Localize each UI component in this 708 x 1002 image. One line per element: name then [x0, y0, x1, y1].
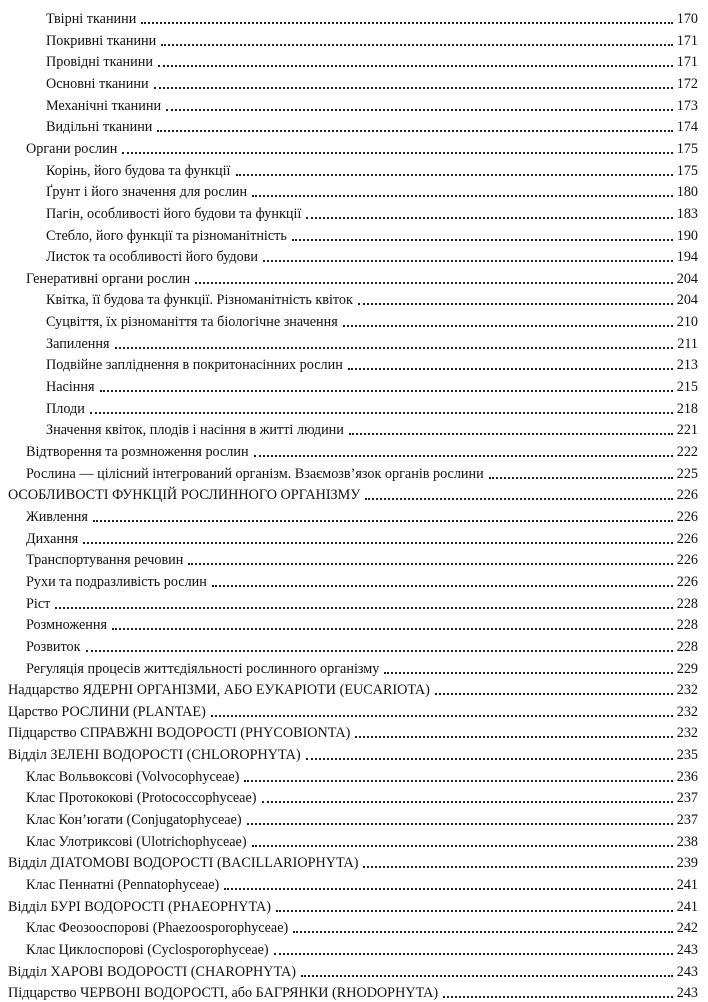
toc-entry-title: Відділ ДІАТОМОВІ ВОДОРОСТІ (BACILLARIOPHYTA) — [8, 855, 359, 872]
toc-entry — [26, 461, 698, 483]
toc-entry-title: Клас Феозооспорові (Phaezoosporophyceae) — [26, 920, 289, 937]
toc-entry-page: 183 — [676, 205, 698, 222]
dot-leader — [301, 975, 673, 977]
dot-leader — [115, 347, 674, 349]
toc-entry-title: Клас Улотриксові (Ulotrichophyceae) — [26, 833, 247, 850]
toc-entry-page: 222 — [676, 444, 698, 460]
toc-entry-page: 175 — [676, 162, 698, 179]
toc-entry — [46, 287, 698, 309]
dot-leader — [154, 87, 673, 89]
toc-entry — [8, 482, 698, 504]
toc-entry-title: Підцарство ЧЕРВОНІ ВОДОРОСТІ, або БАГРЯНКИ (RHODOPHYTA) — [8, 985, 439, 1002]
toc-entry — [26, 872, 698, 894]
toc-entry-title: Насіння — [46, 379, 95, 396]
toc-entry-page: 175 — [676, 140, 698, 157]
toc-entry — [46, 158, 698, 180]
dot-leader — [224, 888, 672, 890]
toc-entry — [26, 915, 698, 937]
toc-entry-title: Ріст — [26, 595, 51, 612]
dot-leader — [252, 195, 673, 197]
toc-entry-title: Суцвіття, їх різноманіття та біологічне значення — [46, 314, 338, 331]
toc-entry — [46, 244, 698, 266]
toc-entry-title: Відділ БУРІ ВОДОРОСТІ (PHAEOPHYTA) — [8, 898, 271, 915]
toc-entry — [26, 439, 698, 461]
toc-entry-title: Твірні тканини — [46, 11, 137, 27]
toc-entry — [26, 937, 698, 959]
dot-leader — [276, 910, 673, 912]
toc-entry — [26, 807, 698, 829]
toc-entry — [46, 71, 698, 93]
toc-entry-title: Клас Пеннатні (Pennatophyceae) — [26, 877, 220, 893]
toc-entry-page: 180 — [676, 184, 698, 201]
toc-entry-title: Царство РОСЛИНИ (PLANTAE) — [8, 703, 206, 720]
dot-leader — [112, 628, 673, 630]
toc-entry-page: 215 — [676, 379, 698, 396]
dot-leader — [244, 780, 672, 782]
toc-entry-title: Видільні тканини — [46, 119, 153, 136]
toc-entry-page: 237 — [676, 812, 698, 829]
toc-entry-page: 213 — [676, 357, 698, 374]
dot-leader — [188, 563, 672, 565]
toc-entry-page: 226 — [676, 573, 698, 590]
toc-entry — [46, 49, 698, 71]
toc-entry-title: Значення квіток, плодів і насіння в житті людини — [46, 422, 344, 439]
dot-leader — [343, 325, 673, 327]
dot-leader — [158, 65, 673, 67]
toc-entry — [8, 850, 698, 872]
dot-leader — [254, 455, 673, 457]
toc-entry-title: Клас Циклоспорові (Cyclosporophyceae) — [26, 941, 269, 958]
toc-entry-page: 211 — [677, 335, 698, 352]
toc-entry-title: Провідні тканини — [46, 54, 153, 71]
dot-leader — [86, 650, 673, 652]
toc-entry-page: 226 — [676, 487, 698, 504]
toc-entry — [26, 785, 698, 807]
dot-leader — [211, 715, 673, 717]
toc-entry-page: 242 — [676, 920, 698, 937]
toc-entry — [8, 677, 698, 699]
toc-entry-page: 194 — [676, 249, 698, 266]
dot-leader — [293, 931, 673, 933]
toc-entry-page: 243 — [676, 941, 698, 958]
dot-leader — [83, 542, 673, 544]
toc-entry-page: 226 — [676, 530, 698, 547]
toc-entry-page: 171 — [676, 54, 698, 71]
toc-entry-page: 243 — [676, 963, 698, 980]
dot-leader — [262, 801, 673, 803]
toc-entry-page: 237 — [676, 790, 698, 807]
toc-entry-page: 210 — [676, 314, 698, 331]
toc-entry-title: Основні тканини — [46, 75, 149, 92]
toc-entry-page: 232 — [676, 703, 698, 720]
toc-entry-page: 232 — [676, 725, 698, 742]
dot-leader — [365, 498, 672, 500]
toc-entry — [8, 894, 698, 916]
toc-entry — [26, 547, 698, 569]
toc-entry — [8, 742, 698, 764]
toc-entry-page: 239 — [676, 855, 698, 872]
toc-entry-title: Подвійне запліднення в покритонасінних рослин — [46, 357, 343, 374]
toc-entry — [46, 6, 698, 28]
dot-leader — [263, 260, 673, 262]
toc-entry — [26, 504, 698, 526]
toc-entry-title: Клас Протококові (Protococcophyceae) — [26, 790, 257, 807]
toc-entry-page: 243 — [676, 985, 698, 1002]
dot-leader — [236, 174, 673, 176]
toc-entry — [46, 114, 698, 136]
dot-leader — [358, 303, 673, 305]
dot-leader — [212, 585, 673, 587]
toc-entry-page: 226 — [676, 552, 698, 569]
toc-entry — [46, 331, 698, 353]
toc-entry — [8, 980, 698, 1002]
toc-entry-page: 204 — [676, 292, 698, 309]
dot-leader — [161, 44, 672, 46]
toc-entry — [26, 266, 698, 288]
toc-entry-title: Надцарство ЯДЕРНІ ОРГАНІЗМИ, АБО ЕУКАРІОТИ (EUCARIOTA) — [8, 682, 430, 699]
toc-entry — [26, 569, 698, 591]
toc-entry — [26, 526, 698, 548]
toc-entry — [8, 959, 698, 981]
dot-leader — [349, 433, 673, 435]
toc-entry-title: Генеративні органи рослин — [26, 270, 191, 287]
toc-entry-page: 229 — [676, 660, 698, 677]
toc-entry-title: Механічні тканини — [46, 97, 162, 114]
dot-leader — [292, 239, 673, 241]
toc-entry-title: Плоди — [46, 400, 85, 417]
dot-leader — [166, 109, 673, 111]
dot-leader — [443, 996, 673, 998]
toc-entry — [46, 223, 698, 245]
toc-entry-page: 172 — [676, 75, 698, 92]
dot-leader — [306, 758, 673, 760]
toc-entry-title: Пагін, особливості його будови та функції — [46, 205, 302, 222]
toc-entry — [8, 720, 698, 742]
toc-entry-page: 226 — [676, 508, 698, 525]
toc-entry-title: Стебло, його функції та різноманітність — [46, 227, 287, 244]
toc-entry-title: Розмноження — [26, 617, 107, 634]
dot-leader — [141, 22, 672, 24]
toc-entry — [26, 764, 698, 786]
toc-entry-page: 170 — [676, 11, 698, 27]
dot-leader — [363, 866, 672, 868]
toc-entry-title: Живлення — [26, 508, 88, 525]
toc-entry — [46, 352, 698, 374]
toc-entry-page: 204 — [676, 270, 698, 287]
toc-entry-page: 190 — [676, 227, 698, 244]
dot-leader — [195, 282, 673, 284]
toc-entry — [26, 136, 698, 158]
toc-entry — [26, 829, 698, 851]
toc-entry-title: Клас Кон’югати (Conjugatophyceae) — [26, 812, 242, 829]
toc-entry-title: Розвиток — [26, 638, 81, 655]
toc-entry — [26, 612, 698, 634]
toc-entry-title: Дихання — [26, 530, 79, 547]
toc-entry-page: 232 — [676, 682, 698, 699]
toc-entry-page: 174 — [676, 119, 698, 136]
toc-entry-title: Підцарство СПРАВЖНІ ВОДОРОСТІ (PHYCOBIONTA) — [8, 725, 351, 742]
toc-entry — [46, 374, 698, 396]
toc-entry — [46, 179, 698, 201]
dot-leader — [157, 130, 672, 132]
dot-leader — [90, 412, 673, 414]
toc-entry-title: Відділ ХАРОВІ ВОДОРОСТІ (CHAROPHYTA) — [8, 963, 297, 980]
toc-entry-title: Рухи та подразливість рослин — [26, 573, 207, 590]
toc-entry-title: Запилення — [46, 335, 110, 352]
dot-leader — [252, 845, 673, 847]
toc-entry-title: Корінь, його будова та функції — [46, 162, 231, 179]
toc-entry-title: ОСОБЛИВОСТІ ФУНКЦІЙ РОСЛИННОГО ОРГАНІЗМУ — [8, 487, 361, 504]
toc-entry-page: 225 — [676, 465, 698, 482]
toc-entry-title: Рослина — цілісний інтегрований організм. Взаємозв’язок органів рослини — [26, 465, 484, 482]
toc-entry-title: Органи рослин — [26, 140, 118, 157]
toc-entry-page: 171 — [676, 32, 698, 49]
toc-entry-page: 221 — [676, 422, 698, 439]
toc-entry — [46, 201, 698, 223]
toc-entry-title: Регуляція процесів життєдіяльності рослинного організму — [26, 660, 380, 677]
dot-leader — [384, 672, 672, 674]
dot-leader — [247, 823, 673, 825]
toc-entry — [26, 591, 698, 613]
toc-entry-title: Транспортування речовин — [26, 552, 184, 569]
dot-leader — [348, 368, 673, 370]
toc-entry — [26, 656, 698, 678]
dot-leader — [100, 390, 673, 392]
dot-leader — [306, 217, 672, 219]
toc-entry-title: Відділ ЗЕЛЕНІ ВОДОРОСТІ (CHLOROPHYTA) — [8, 747, 301, 764]
toc-entry-title: Клас Вольвоксові (Volvocophyceae) — [26, 768, 240, 785]
dot-leader — [489, 477, 673, 479]
toc-entry — [8, 699, 698, 721]
toc-entry-page: 236 — [676, 768, 698, 785]
toc-entry-title: Ґрунт і його значення для рослин — [46, 184, 248, 201]
toc-entry — [46, 396, 698, 418]
toc-entry — [46, 309, 698, 331]
toc-entry-page: 235 — [676, 747, 698, 764]
toc-entry — [46, 417, 698, 439]
toc-entry-title: Квітка, її будова та функції. Різноманітність квіток — [46, 292, 353, 309]
toc-entry-page: 218 — [676, 400, 698, 417]
toc-entry — [26, 634, 698, 656]
toc-entry-page: 238 — [676, 833, 698, 850]
toc-entry-page: 228 — [676, 617, 698, 634]
toc-entry-page: 228 — [676, 595, 698, 612]
toc-entry-title: Відтворення та розмноження рослин — [26, 444, 249, 460]
toc-entry-title: Листок та особливості його будови — [46, 249, 258, 266]
dot-leader — [355, 736, 672, 738]
toc-entry — [46, 28, 698, 50]
toc-entry-page: 241 — [676, 877, 698, 893]
dot-leader — [55, 607, 672, 609]
dot-leader — [435, 693, 673, 695]
toc-entry-page: 228 — [676, 638, 698, 655]
dot-leader — [274, 953, 673, 955]
toc-entry-page: 241 — [676, 898, 698, 915]
toc-entry — [46, 93, 698, 115]
toc-entry-title: Покривні тканини — [46, 32, 157, 49]
dot-leader — [93, 520, 673, 522]
toc-entry-page: 173 — [676, 97, 698, 114]
dot-leader — [122, 152, 672, 154]
